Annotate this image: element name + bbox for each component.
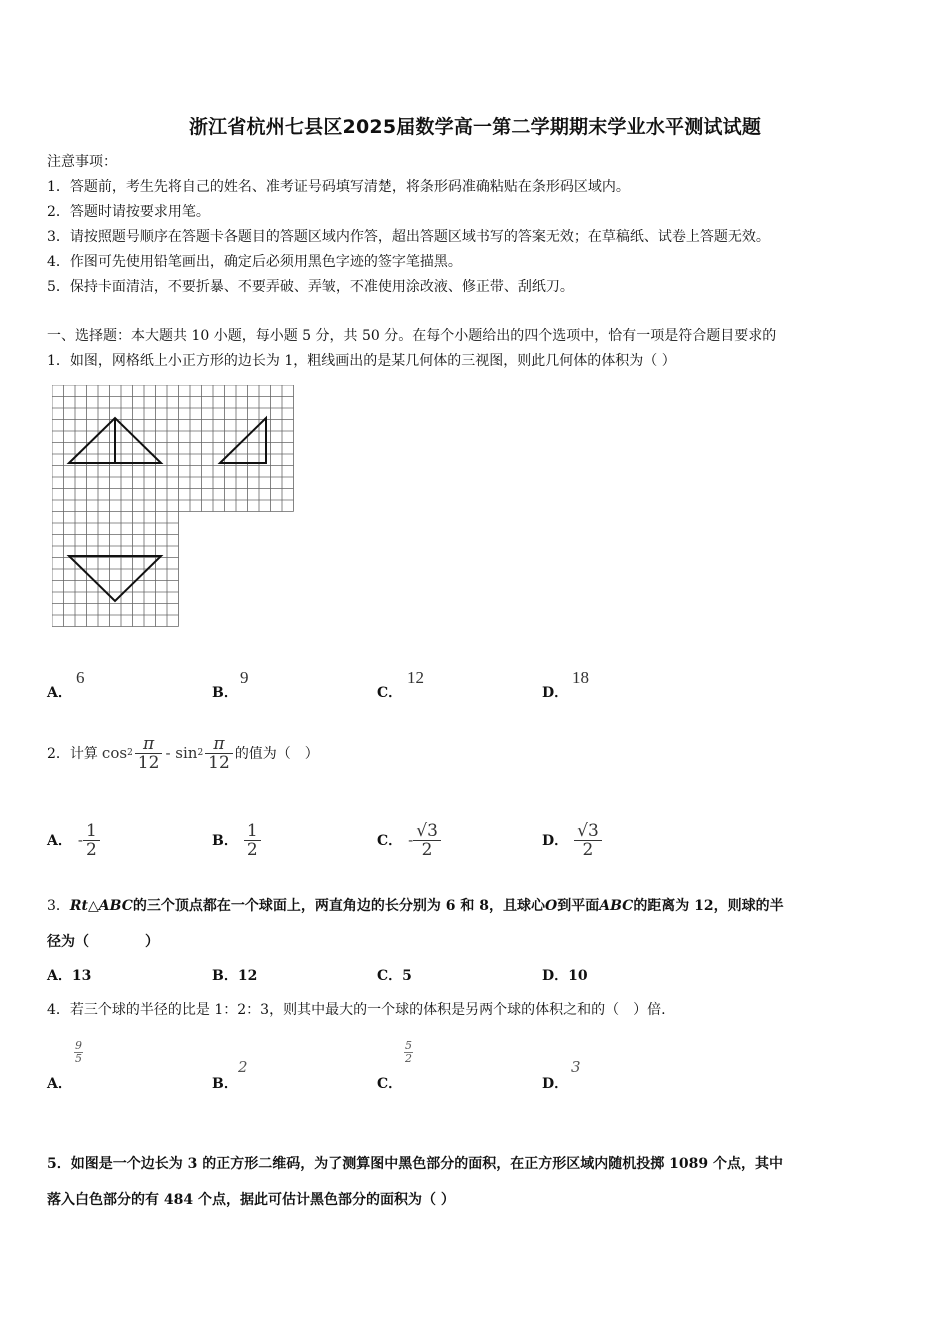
q2-option-a: A． - $\frac{1}{2}$: [47, 815, 100, 865]
q4-option-a-fraction: 9 5: [75, 1039, 82, 1065]
q1-option-b-value: 9: [240, 668, 249, 687]
q4-option-d-value: 3: [571, 1058, 581, 1076]
q2-square: 2: [127, 748, 133, 758]
section-heading: 一、选择题：本大题共 10 小题，每小题 5 分，共 50 分。在每个小题给出的四个选项中，恰有一项是符合题目要求的: [47, 328, 777, 344]
q4-option-a-label: A．: [47, 1076, 72, 1092]
note-item: 1．答题前，考生先将自己的姓名、准考证号码填写清楚，将条形码准确粘贴在条形码区域内。: [47, 179, 630, 195]
q2-option-d: D． $\frac{√3}{2}$: [542, 815, 602, 865]
q4-option-c-label: C．: [377, 1076, 403, 1092]
note-item: 3．请按照题号顺序在答题卡各题目的答题区域内作答，超出答题区域书写的答案无效；在草稿纸、试卷上答题无效。: [47, 229, 770, 245]
note-item: 2．答题时请按要求用笔。: [47, 204, 210, 220]
notes-heading: 注意事项：: [47, 154, 117, 170]
q2-prefix: 2．计算: [47, 746, 98, 762]
question-4-text: 4．若三个球的半径的比是 1：2：3，则其中最大的一个球的体积是另两个球的体积之和的（ ）倍.: [47, 1002, 666, 1018]
q4-option-c-fraction: 5 2: [405, 1039, 412, 1065]
three-view-figure: [52, 385, 300, 637]
q2-option-d-fraction: $\frac{√3}{2}$: [574, 822, 602, 859]
q3-option-d: D．10: [542, 968, 588, 984]
q2-option-c-fraction: $\frac{√3}{2}$: [413, 822, 441, 859]
note-item: 5．保持卡面清洁，不要折暴、不要弄破、弄皱，不准使用涂改液、修正带、刮纸刀。: [47, 279, 574, 295]
q1-option-c-value: 12: [407, 668, 424, 687]
q2-option-b-fraction: $\frac{1}{2}$: [244, 822, 261, 859]
q2-option-c: C． - $\frac{√3}{2}$: [377, 815, 441, 865]
q3-option-a: A．13: [47, 968, 92, 984]
q1-option-a-value: 6: [76, 668, 85, 687]
question-2-text: [47, 730, 319, 776]
page-title: 浙江省杭州七县区2025届数学高一第二学期期末学业水平测试试题: [188, 116, 762, 138]
q2-fraction: $\frac{\pi}{12}$: [135, 735, 163, 772]
q2-suffix: 的值为（ ）: [234, 746, 319, 762]
q1-option-b-label: B．: [212, 685, 238, 701]
top-view-triangle: [69, 556, 161, 601]
q3-option-b: B．12: [212, 968, 258, 984]
q4-option-d-label: D．: [542, 1076, 569, 1092]
q3-option-c: C．5: [377, 968, 412, 984]
q2-fraction: $\frac{\pi}{12}$: [205, 735, 233, 772]
q1-option-a-label: A．: [47, 685, 72, 701]
question-5-text-line2: 落入白色部分的有 484 个点，据此可估计黑色部分的面积为（ ）: [47, 1192, 455, 1208]
q4-option-b-value: 2: [238, 1058, 248, 1076]
question-3-text-line2: 径为（ ）: [47, 934, 159, 950]
question-5-text: 5．如图是一个边长为 3 的正方形二维码，为了测算图中黑色部分的面积，在正方形区域内随机投掷 1089 个点，其中: [47, 1156, 783, 1172]
q2-cos: cos: [101, 744, 128, 762]
note-item: 4．作图可先使用铅笔画出，确定后必须用黑色字迹的签字笔描黑。: [47, 254, 462, 270]
q2-option-b: B． $\frac{1}{2}$: [212, 815, 261, 865]
question-3-text: 3．Rt△ABC的三个顶点都在一个球面上，两直角边的长分别为 6 和 8，且球心O到平面ABC的距离为 12，则球的半: [47, 898, 784, 914]
q2-option-a-fraction: $\frac{1}{2}$: [83, 822, 100, 859]
q2-square: 2: [197, 748, 204, 758]
q2-minus-sin: - sin: [165, 744, 198, 762]
question-1-text: 1．如图，网格纸上小正方形的边长为 1，粗线画出的是某几何体的三视图，则此几何体的体积为（ ）: [47, 353, 676, 369]
q4-option-b-label: B．: [212, 1076, 238, 1092]
q1-option-d-value: 18: [572, 668, 589, 687]
q1-option-c-label: C．: [377, 685, 403, 701]
q1-option-d-label: D．: [542, 685, 569, 701]
